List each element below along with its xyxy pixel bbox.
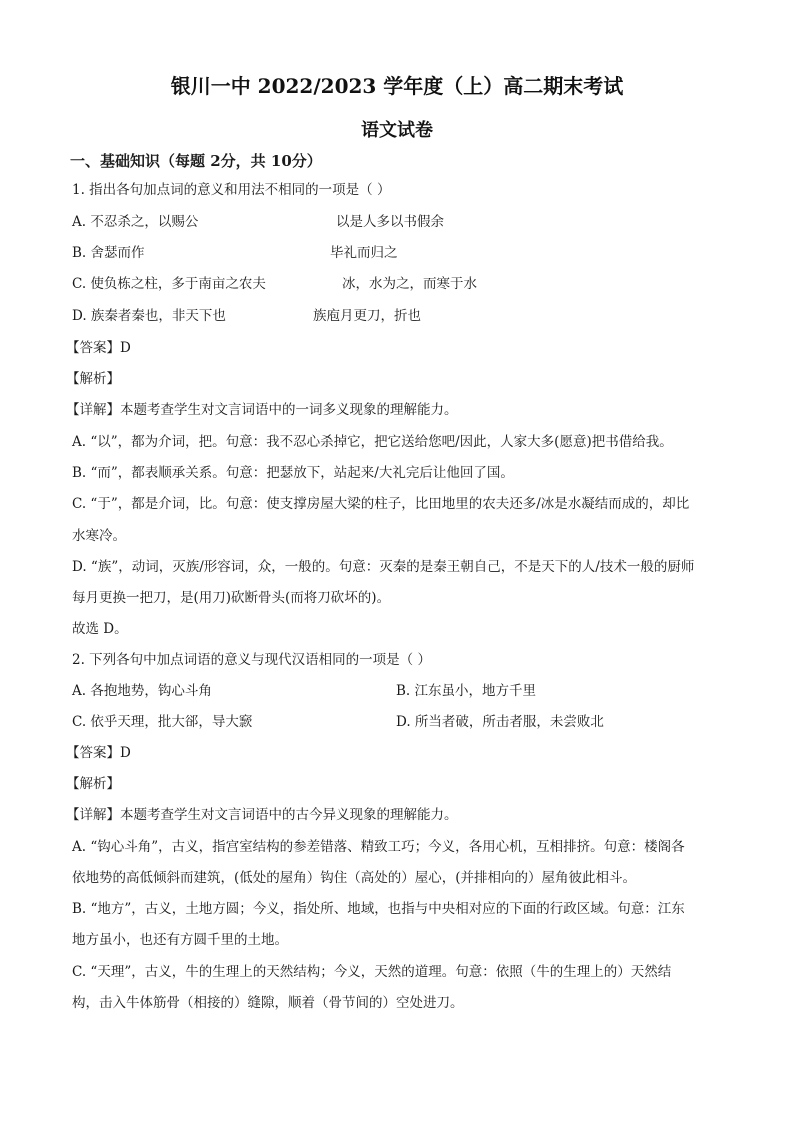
q1-conclusion: 故选 D。 xyxy=(72,621,128,637)
q1-analysis-tag: 【解析】 xyxy=(66,371,120,387)
q1-option-c-left: C. 使负栋之柱，多于南亩之农夫 xyxy=(72,276,266,292)
q1-line-b: B. “而”，都表顺承关系。句意：把瑟放下，站起来/大礼完后让他回了国。 xyxy=(72,465,514,481)
q1-option-c-right: 冰，水为之，而寒于水 xyxy=(342,276,477,292)
q2-answer xyxy=(66,744,131,762)
q1-line-a: A. “以”，都为介词，把。句意：我不忍心杀掉它，把它送给您吧/因此，人家大多(愿意)把书借给我。 xyxy=(72,434,673,450)
q1-option-a-right: 以是人多以书假余 xyxy=(336,214,444,230)
answer-tag: 【答案】 xyxy=(66,745,120,761)
q2-line-a: A. “钩心斗角”，古义，指宫室结构的参差错落、精致工巧；今义，各用心机，互相排挤。句意：楼阁各 xyxy=(72,839,685,855)
q1-option-d-left: D. 族秦者秦也，非天下也 xyxy=(72,308,226,324)
q2-detail xyxy=(66,806,458,824)
q1-detail xyxy=(66,401,458,419)
q2-line-b-cont: 地方虽小，也还有方圆千里的土地。 xyxy=(72,932,288,948)
q1-option-d-right: 族庖月更刀，折也 xyxy=(313,308,421,324)
answer-value: D xyxy=(120,340,131,356)
q1-line-c-cont: 水寒冷。 xyxy=(72,528,126,544)
q1-line-d: D. “族”，动词，灭族/形容词，众，一般的。句意：灭秦的是秦王朝自己，不是天下的人/技术一般的厨师 xyxy=(72,559,695,575)
q1-answer xyxy=(66,339,131,357)
q1-option-a-left: A. 不忍杀之，以赐公 xyxy=(72,214,199,230)
q2-stem: 2. 下列各句中加点词语的意义与现代汉语相同的一项是（ ） xyxy=(72,652,431,668)
q2-option-c: C. 依乎天理，批大郤，导大窾 xyxy=(72,714,253,730)
detail-intro: 本题考查学生对文言词语中的古今异义现象的理解能力。 xyxy=(120,807,458,823)
q2-option-a: A. 各抱地势，钩心斗角 xyxy=(72,683,212,699)
section-heading: 一、基础知识（每题 2分，共 10分） xyxy=(70,152,322,170)
exam-subtitle: 语文试卷 xyxy=(361,120,433,141)
q1-stem: 1. 指出各句加点词的意义和用法不相同的一项是（ ） xyxy=(72,182,391,198)
q2-analysis-tag: 【解析】 xyxy=(66,776,120,792)
answer-value: D xyxy=(120,745,131,761)
q1-line-c: C. “于”，都是介词，比。句意：使支撑房屋大梁的柱子，比田地里的农夫还多/冰是水凝结而成的，却比 xyxy=(72,496,690,512)
detail-tag: 【详解】 xyxy=(66,402,120,418)
q2-line-c-cont: 构，击入牛体筋骨（相接的）缝隙，顺着（骨节间的）空处进刀。 xyxy=(72,995,464,1011)
q2-line-b: B. “地方”，古义，土地方圆；今义，指处所、地域，也指与中央相对应的下面的行政区域。句意：江东 xyxy=(72,901,685,917)
q2-line-c: C. “天理”，古义，牛的生理上的天然结构；今义，天然的道理。句意：依照（牛的生理上的）天然结 xyxy=(72,964,672,980)
q2-line-a-cont: 依地势的高低倾斜而建筑，(低处的屋角）钩住（高处的）屋心，(并排相向的）屋角彼此相斗。 xyxy=(72,870,637,886)
q2-option-d: D. 所当者破，所击者服，未尝败北 xyxy=(396,714,604,730)
detail-intro: 本题考查学生对文言词语中的一词多义现象的理解能力。 xyxy=(120,402,458,418)
detail-tag: 【详解】 xyxy=(66,807,120,823)
q1-option-b-left: B. 舍瑟而作 xyxy=(72,245,145,261)
answer-tag: 【答案】 xyxy=(66,340,120,356)
q1-option-b-right: 毕礼而归之 xyxy=(330,245,398,261)
exam-title: 银川一中 2022/2023 学年度（上）高二期末考试 xyxy=(170,74,624,98)
q2-option-b: B. 江东虽小，地方千里 xyxy=(396,683,537,699)
q1-line-d-cont: 每月更换一把刀，是(用刀)砍断骨头(而将刀砍坏的)。 xyxy=(72,590,391,606)
